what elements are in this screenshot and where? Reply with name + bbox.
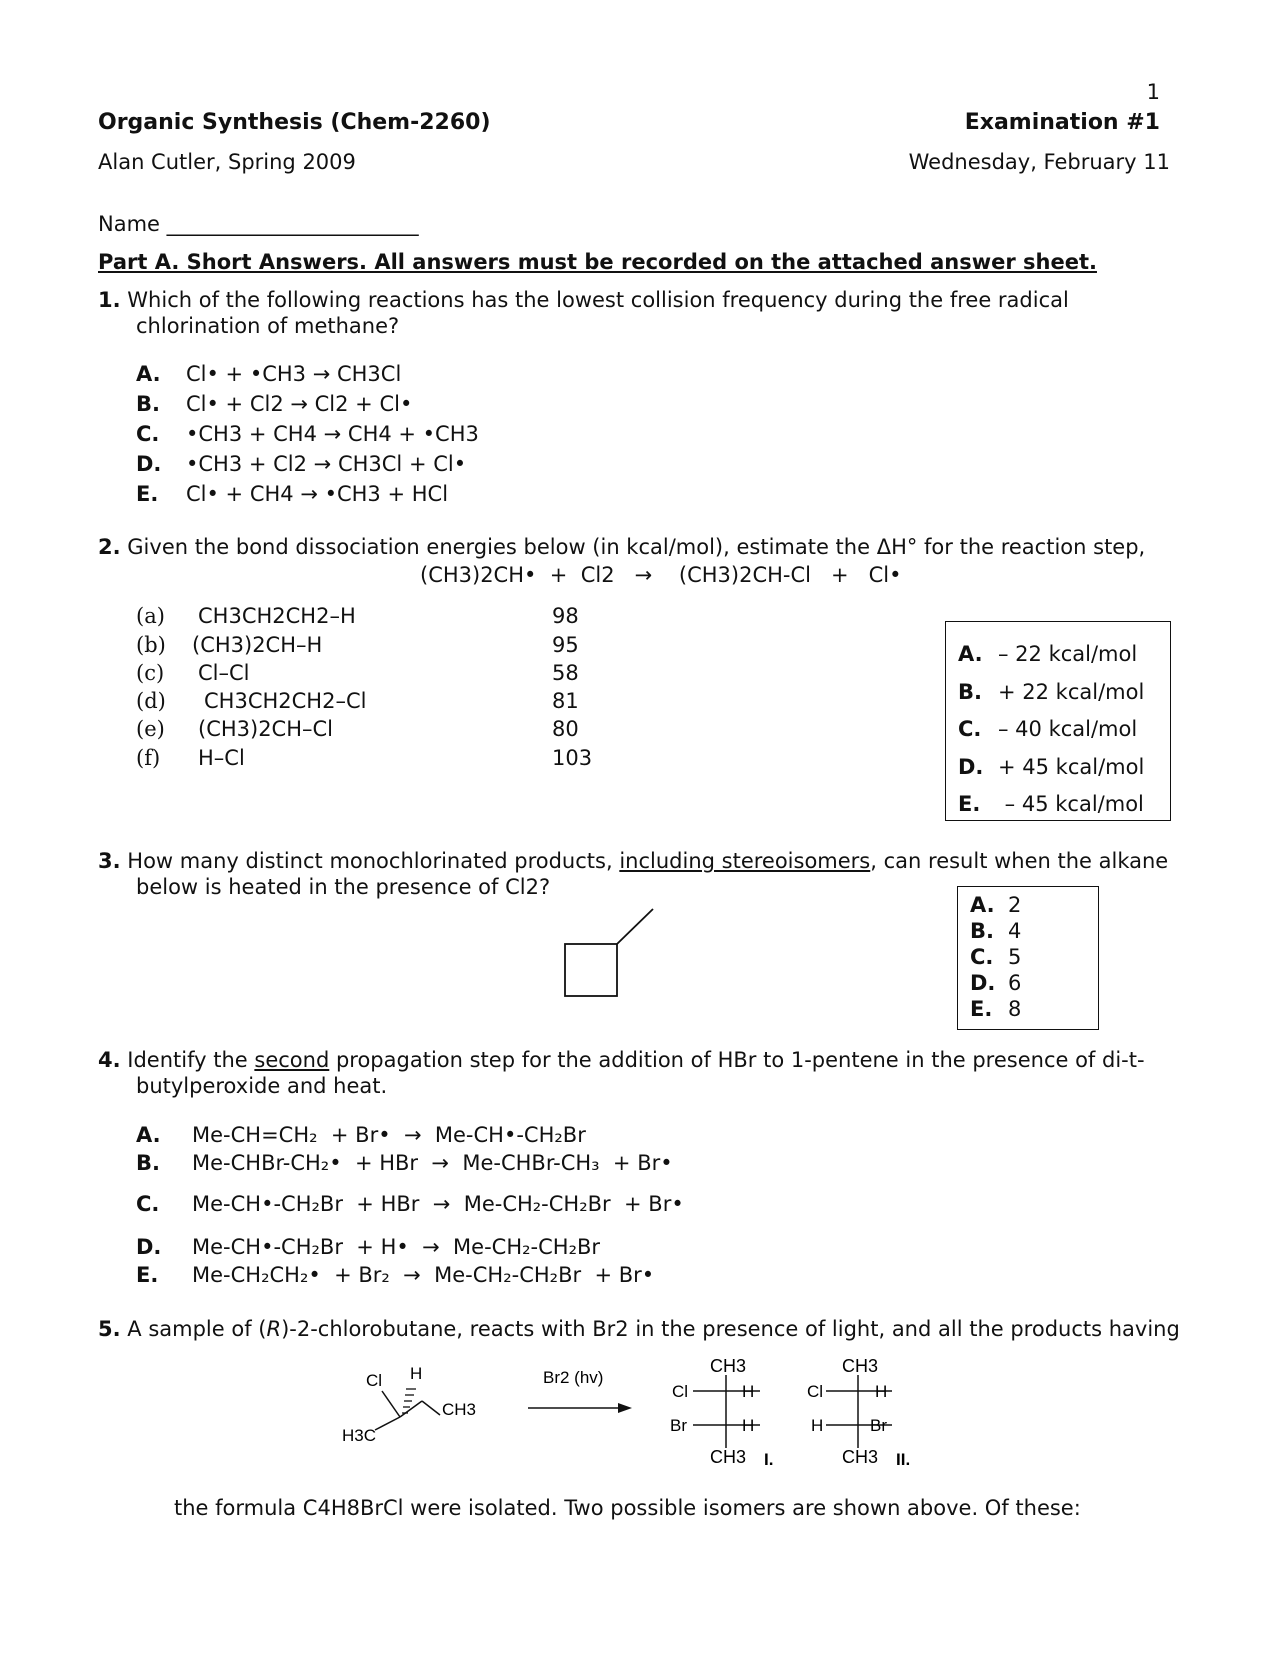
exam-date: Wednesday, February 11 <box>908 150 1170 174</box>
q2-bond: (CH3)2CH–H <box>192 633 323 657</box>
q2-answer-c: C. – 40 kcal/mol <box>958 717 1138 741</box>
substrate-cl: Cl <box>366 1371 383 1390</box>
fischer1-label: I. <box>764 1450 774 1469</box>
name-line: ________________________ <box>166 212 419 236</box>
q1-option-a: A. Cl• + •CH3 → CH3Cl <box>136 362 402 386</box>
substrate-c4-bond <box>422 1401 440 1415</box>
substrate-cl-bond <box>382 1391 400 1417</box>
q2-answer-b: B. + 22 kcal/mol <box>958 680 1145 704</box>
fischer-projection-2 <box>807 1356 910 1469</box>
q3-number: 3. <box>98 849 121 873</box>
fischer2-r2-right: Br <box>870 1416 887 1435</box>
q1-option-c: C. •CH3 + CH4 → CH4 + •CH3 <box>136 422 479 446</box>
q1-text: Which of the following reactions has the lowest collision frequency during the free radical chlorination of methane? <box>127 288 1069 338</box>
q4-option-a: A. Me-CH=CH₂ + Br• → Me-CH•-CH₂Br <box>136 1123 586 1147</box>
fischer2-r2-left: H <box>811 1416 824 1435</box>
substrate-h: H <box>410 1364 423 1383</box>
fischer1-r2-right: H <box>742 1416 755 1435</box>
q2-answer-a: A. – 22 kcal/mol <box>958 642 1138 666</box>
q3-answer-a: A. 2 <box>970 893 1022 917</box>
q2-bond-label: (b) <box>136 633 166 657</box>
q4-option-e: E. Me-CH₂CH₂• + Br₂ → Me-CH₂-CH₂Br + Br• <box>136 1263 655 1287</box>
substrate-ch3: CH3 <box>442 1400 477 1419</box>
q2-bond: (CH3)2CH–Cl <box>198 717 334 741</box>
q1-option-d: D. •CH3 + Cl2 → CH3Cl + Cl• <box>136 452 467 476</box>
q3-text-after: , can result when the alkane below is heated in the presence of Cl2? <box>136 849 1169 899</box>
q1-prompt <box>98 287 1196 339</box>
q5-text-after: )-2-chlorobutane, reacts with Br2 in the presence of light, and all the products having <box>281 1317 1180 1341</box>
q1-option-b: B. Cl• + Cl2 → Cl2 + Cl• <box>136 392 413 416</box>
arrow-head-icon <box>618 1403 632 1413</box>
q5-number: 5. <box>98 1317 121 1341</box>
q2-prompt <box>98 535 1145 559</box>
name-label: Name <box>98 212 160 236</box>
q4-text-after: propagation step for the addition of HBr to 1-pentene in the presence of di-t-butylperoxide and heat. <box>136 1048 1145 1098</box>
q2-bond: CH3CH2CH2–H <box>198 604 356 628</box>
q2-answer-d: D. + 45 kcal/mol <box>958 755 1145 779</box>
exam-title: Examination #1 <box>964 110 1160 135</box>
fischer1-bottom: CH3 <box>710 1447 747 1467</box>
part-a-title: Part A. Short Answers. All answers must be recorded on the attached answer sheet. <box>98 250 1097 274</box>
fischer-projection-1 <box>670 1356 773 1469</box>
q4-option-d: D. Me-CH•-CH₂Br + H• → Me-CH₂-CH₂Br <box>136 1235 601 1259</box>
q5-text-italic: R <box>266 1317 282 1341</box>
q2-bond: H–Cl <box>198 746 245 770</box>
q4-prompt <box>98 1047 1196 1099</box>
q3-text-underlined: including stereoisomers <box>619 849 871 873</box>
q2-reaction: (CH3)2CH• + Cl2 → (CH3)2CH-Cl + Cl• <box>420 563 902 587</box>
cyclobutane-ring <box>565 944 617 996</box>
name-field[interactable] <box>98 212 419 236</box>
q2-bond-label: (d) <box>136 689 166 713</box>
q2-bond-label: (f) <box>136 746 161 770</box>
q5-text-before: A sample of ( <box>127 1317 267 1341</box>
course-title: Organic Synthesis (Chem-2260) <box>98 110 491 135</box>
q3-answer-d: D. 6 <box>970 971 1022 995</box>
q2-answer-e: E. – 45 kcal/mol <box>958 792 1144 816</box>
q3-answer-e: E. 8 <box>970 997 1022 1021</box>
q1-option-e: E. Cl• + CH4 → •CH3 + HCl <box>136 482 449 506</box>
fischer2-bottom: CH3 <box>842 1447 879 1467</box>
substrate-hash-bond <box>402 1389 416 1413</box>
fischer2-top: CH3 <box>842 1356 879 1376</box>
q4-option-c: C. Me-CH•-CH₂Br + HBr → Me-CH₂-CH₂Br + Br• <box>136 1192 684 1216</box>
reagent-label: Br2 (hv) <box>543 1368 604 1387</box>
q4-option-b: B. Me-CHBr-CH₂• + HBr → Me-CHBr-CH₃ + Br• <box>136 1151 673 1175</box>
fischer1-top: CH3 <box>710 1356 747 1376</box>
fischer1-r2-left: Br <box>670 1416 687 1435</box>
q2-bond-label: (a) <box>136 604 165 628</box>
fischer1-r1-left: Cl <box>672 1382 689 1401</box>
fischer2-r1-left: Cl <box>807 1382 824 1401</box>
methylcyclobutane-structure <box>555 905 665 1005</box>
q2-number: 2. <box>98 535 121 559</box>
page-number: 1 <box>1146 80 1160 104</box>
q2-bond: Cl–Cl <box>198 661 250 685</box>
q4-number: 4. <box>98 1048 121 1072</box>
substrate-h3c: H3C <box>342 1426 377 1445</box>
q2-bond-label: (c) <box>136 661 165 685</box>
q1-number: 1. <box>98 288 121 312</box>
q2-bond-label: (e) <box>136 717 165 741</box>
q2-bond: CH3CH2CH2–Cl <box>204 689 367 713</box>
substrate-c3-bond <box>400 1401 422 1417</box>
q3-answer-c: C. 5 <box>970 945 1022 969</box>
q2-bond-energy: 95 <box>552 633 579 657</box>
q5-prompt <box>98 1317 1180 1341</box>
instructor: Alan Cutler, Spring 2009 <box>98 150 356 174</box>
fischer2-r1-right: H <box>875 1382 888 1401</box>
q2-bond-energy: 98 <box>552 604 579 628</box>
q2-bond-energy: 58 <box>552 661 579 685</box>
q4-text-underlined: second <box>254 1048 330 1072</box>
q3-answer-b: B. 4 <box>970 919 1022 943</box>
q2-bond-energy: 81 <box>552 689 579 713</box>
q2-bond-energy: 80 <box>552 717 579 741</box>
q2-bond-energy: 103 <box>552 746 593 770</box>
q3-text-before: How many distinct monochlorinated products, <box>127 849 620 873</box>
q4-text-before: Identify the <box>127 1048 255 1072</box>
fischer1-r1-right: H <box>742 1382 755 1401</box>
q5-text-bottom: the formula C4H8BrCl were isolated. Two possible isomers are shown above. Of these: <box>174 1496 1081 1520</box>
substrate-c1-bond <box>375 1417 400 1430</box>
methyl-bond <box>617 909 653 944</box>
fischer2-label: II. <box>896 1450 911 1469</box>
q5-reaction-scheme <box>330 1355 970 1490</box>
q2-text: Given the bond dissociation energies below (in kcal/mol), estimate the ΔH° for the reaction step, <box>127 535 1146 559</box>
